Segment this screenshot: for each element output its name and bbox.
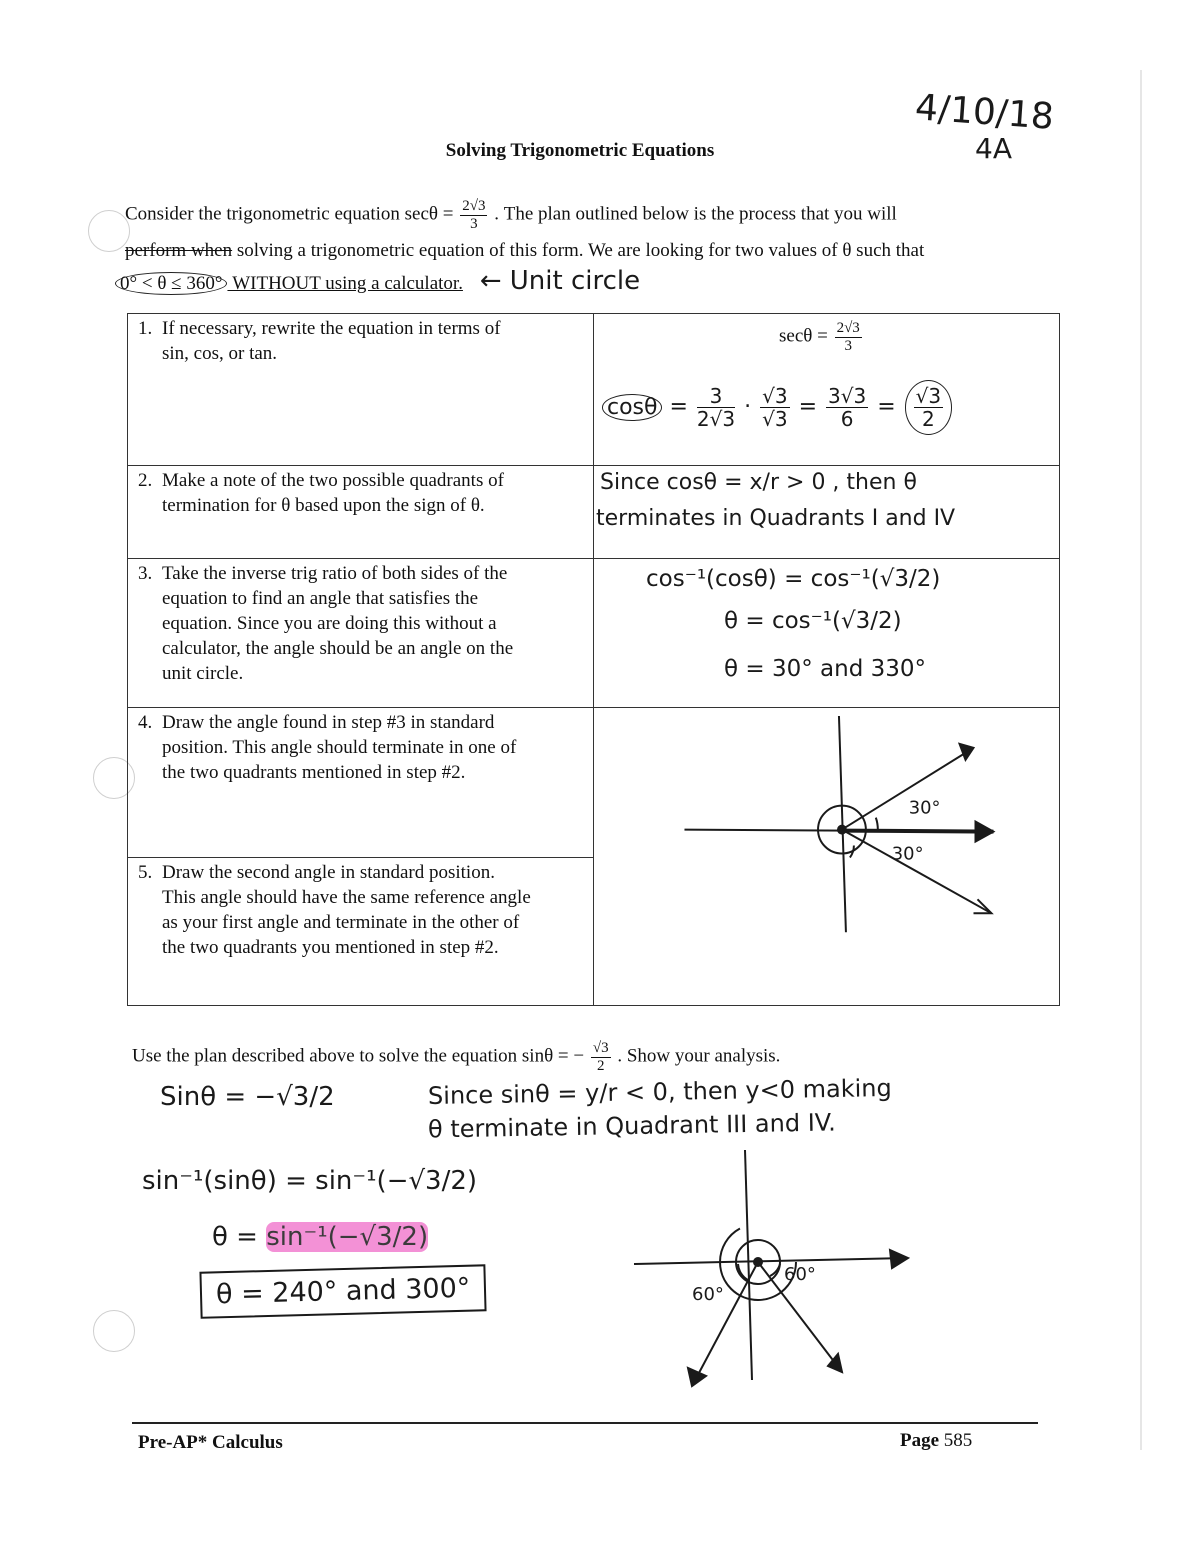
step-text: as your first angle and terminate in the other of <box>162 912 520 933</box>
equals-sign: = <box>669 394 688 420</box>
step-cell <box>128 559 594 708</box>
fraction-denominator: 6 <box>840 407 854 431</box>
circled-cos: cosθ <box>602 394 662 421</box>
punch-hole <box>88 210 130 252</box>
step-text: equation to find an angle that satisfies the <box>162 588 479 609</box>
step-text: Draw the angle found in step #3 in standard <box>162 712 495 733</box>
fraction-numerator: 3 <box>697 385 735 408</box>
handwritten-quadrant-note: terminates in Quadrants I and IV <box>596 506 956 531</box>
step-text: termination for θ based upon the sign of θ. <box>162 495 485 516</box>
step-text: This angle should have the same reference angle <box>162 887 531 908</box>
handwritten-analysis: θ terminate in Quadrant III and IV. <box>427 1108 836 1144</box>
handwritten-given: Sinθ = −√3/2 <box>160 1082 335 1112</box>
step-text: calculator, the angle should be an angle on the <box>162 638 514 659</box>
step-text: position. This angle should terminate in one of <box>162 737 517 758</box>
page-edge <box>1140 70 1142 1450</box>
fraction <box>591 1040 611 1074</box>
page-number <box>900 1430 972 1452</box>
step-text: If necessary, rewrite the equation in terms of <box>162 318 501 339</box>
fraction <box>760 385 789 430</box>
handwritten-rewrite <box>602 380 954 435</box>
practice-prompt <box>132 1040 780 1074</box>
arrow-head <box>960 744 974 760</box>
table-row <box>128 314 1060 466</box>
given-text: secθ = <box>779 325 828 347</box>
handwritten-solution: θ = 30° and 330° <box>724 656 927 682</box>
y-axis <box>839 716 846 932</box>
page-title: Solving Trigonometric Equations <box>445 140 715 161</box>
handwritten-quadrant-note: Since cosθ = x/r > 0 , then θ <box>600 470 917 495</box>
handwritten-note: ← Unit circle <box>479 266 641 296</box>
equation-text: θ = <box>212 1222 258 1252</box>
step-number: 4. <box>138 712 153 733</box>
angle-label: 60° <box>784 1264 816 1285</box>
arrow-head <box>974 899 992 913</box>
fraction-numerator: 3√3 <box>828 384 867 408</box>
plan-table <box>127 313 1060 1006</box>
fraction-denominator: 3 <box>470 215 478 232</box>
handwritten-analysis: Since sinθ = y/r < 0, then y<0 making <box>427 1073 892 1111</box>
arrow-head <box>975 822 993 842</box>
fraction-numerator: 2√3 <box>462 198 486 214</box>
struck-text: perform when <box>125 240 233 261</box>
step-cell <box>128 466 594 559</box>
circled-answer <box>905 380 952 435</box>
intro-line-2 <box>125 241 1055 260</box>
intro-text: . The plan outlined below is the process that you will <box>494 203 897 225</box>
page-number-value: 585 <box>943 1430 973 1451</box>
handwritten-inverse: cos⁻¹(cosθ) = cos⁻¹(√3/2) <box>646 566 941 592</box>
angle-diagram-1 <box>594 708 1059 1005</box>
step-text: Make a note of the two possible quadrants of <box>162 470 504 491</box>
fraction-denominator: 2 <box>596 1057 605 1074</box>
fraction <box>697 385 735 430</box>
fraction-denominator: 2 <box>922 407 935 431</box>
fraction-numerator: √3 <box>915 384 942 408</box>
y-axis <box>745 1150 752 1380</box>
step-cell <box>128 858 594 1006</box>
fraction-numerator: √3 <box>592 1040 609 1056</box>
given-equation <box>779 320 864 354</box>
arrow-head <box>890 1250 908 1268</box>
fraction <box>835 320 862 354</box>
course-name: Pre-AP* Calculus <box>138 1432 283 1453</box>
step-text: Draw the second angle in standard position. <box>162 862 495 883</box>
handwritten-date: 4/10/18 <box>913 87 1056 138</box>
initial-side <box>842 831 993 832</box>
equals-sign: = <box>877 394 896 420</box>
diagram-cell <box>594 708 1060 1006</box>
step-text: sin, cos, or tan. <box>162 343 278 364</box>
fraction-numerator: 2√3 <box>836 320 860 336</box>
angle-label: 30° <box>908 797 941 819</box>
arrow-head <box>688 1368 706 1386</box>
fraction <box>826 385 868 430</box>
handwritten-inverse <box>212 1222 428 1252</box>
table-row <box>128 466 1060 559</box>
table-row <box>128 708 1060 858</box>
step-text: the two quadrants mentioned in step #2. <box>162 762 466 783</box>
fraction-denominator: √3 <box>762 407 788 431</box>
work-cell <box>594 559 1060 708</box>
origin-dot <box>838 826 846 834</box>
footer-rule <box>132 1422 1038 1424</box>
equals-sign: = <box>798 394 818 420</box>
highlighted-expression: sin⁻¹(−√3/2) <box>266 1222 429 1252</box>
step-text: the two quadrants you mentioned in step #2. <box>162 937 499 958</box>
angle-label: 60° <box>692 1284 724 1305</box>
work-cell <box>594 466 1060 559</box>
fraction-numerator: √3 <box>762 384 788 408</box>
handwritten-inverse: sin⁻¹(sinθ) = sin⁻¹(−√3/2) <box>142 1166 478 1196</box>
handwritten-inverse: θ = cos⁻¹(√3/2) <box>724 608 902 634</box>
intro-text: solving a trigonometric equation of this form. We are looking for two values of θ such that <box>232 240 925 261</box>
origin-dot <box>754 1258 762 1266</box>
page-label: Page <box>900 1430 940 1451</box>
intro-text: Consider the trigonometric equation secθ = <box>125 203 454 225</box>
step-number: 3. <box>138 563 153 584</box>
step-number: 2. <box>138 470 153 491</box>
step-cell <box>128 708 594 858</box>
prompt-text: Use the plan described above to solve the equation sinθ = − <box>132 1045 585 1067</box>
angle-arc-30 <box>876 818 878 830</box>
fraction <box>460 198 487 232</box>
step-number: 5. <box>138 862 153 883</box>
intro-line-1 <box>125 198 1055 232</box>
circled-range: 0° < θ ≤ 360° <box>115 272 227 295</box>
table-row <box>128 559 1060 708</box>
intro-line-3 <box>115 268 1045 294</box>
handwritten-period: 4A <box>975 132 1012 165</box>
boxed-answer: θ = 240° and 300° <box>199 1264 486 1318</box>
punch-hole <box>93 1310 135 1352</box>
intro-text: WITHOUT using a calculator. <box>227 273 463 294</box>
prompt-text: . Show your analysis. <box>617 1045 781 1067</box>
step-text: unit circle. <box>162 663 244 684</box>
angle-label: 30° <box>891 843 924 865</box>
multiply-dot: · <box>744 394 752 420</box>
x-axis <box>634 1258 908 1264</box>
fraction-denominator: 2√3 <box>696 407 736 431</box>
angle-diagram-2 <box>620 1140 920 1400</box>
terminal-ray-330 <box>842 830 991 914</box>
work-cell <box>594 314 1060 466</box>
step-text: equation. Since you are doing this without a <box>162 613 497 634</box>
fraction-denominator: 3 <box>844 337 852 354</box>
step-cell <box>128 314 594 466</box>
step-number: 1. <box>138 318 153 339</box>
step-text: Take the inverse trig ratio of both sides of the <box>162 563 508 584</box>
